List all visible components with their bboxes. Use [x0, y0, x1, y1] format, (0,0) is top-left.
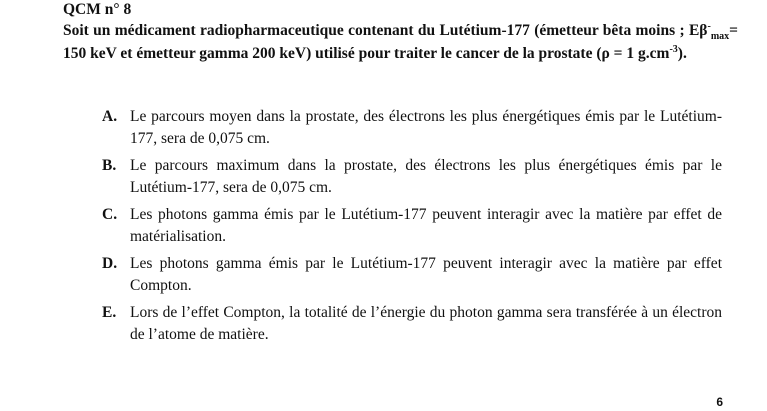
stem-subscript-max: max	[710, 31, 730, 43]
option-text: Le parcours moyen dans la prostate, des électrons les plus énergétiques émis par le Lutétium-177, sera de 0,075 cm.	[130, 108, 722, 147]
option-letter: A.	[102, 108, 118, 125]
option-letter: E.	[102, 304, 117, 321]
option-text: Les photons gamma émis par le Lutétium-177 peuvent interagir avec la matière par effet de matérialisation.	[130, 206, 722, 245]
option-b	[102, 155, 722, 198]
option-text: Lors de l’effet Compton, la totalité de l’énergie du photon gamma sera transférée à un électron de l’atome de matière.	[130, 304, 722, 343]
stem-text-3: ).	[677, 44, 687, 62]
question-stem	[63, 20, 738, 65]
option-letter: B.	[102, 157, 117, 174]
answer-options-list	[102, 106, 722, 351]
stem-superscript-minus: -	[707, 20, 711, 32]
page-number: 6	[716, 395, 723, 409]
option-text: Le parcours maximum dans la prostate, des électrons les plus énergétiques émis par le Lutétium-177, sera de 0,075 cm.	[130, 157, 722, 196]
stem-text-2: = 150 keV et émetteur gamma 200 keV) utilisé pour traiter le cancer de la prostate (ρ = 1 g.cm	[63, 22, 738, 62]
option-e	[102, 302, 722, 345]
option-c	[102, 204, 722, 247]
option-letter: D.	[102, 255, 118, 272]
question-title: QCM n° 8	[63, 1, 132, 18]
stem-text-1: Soit un médicament radiopharmaceutique contenant du Lutétium-177 (émetteur bêta moins ; Eβ	[63, 22, 708, 39]
option-letter: C.	[102, 206, 118, 223]
option-a	[102, 106, 722, 149]
stem-superscript-exponent: -3	[669, 43, 678, 55]
option-d	[102, 253, 722, 296]
option-text: Les photons gamma émis par le Lutétium-177 peuvent interagir avec la matière par effet Compton.	[130, 255, 722, 294]
